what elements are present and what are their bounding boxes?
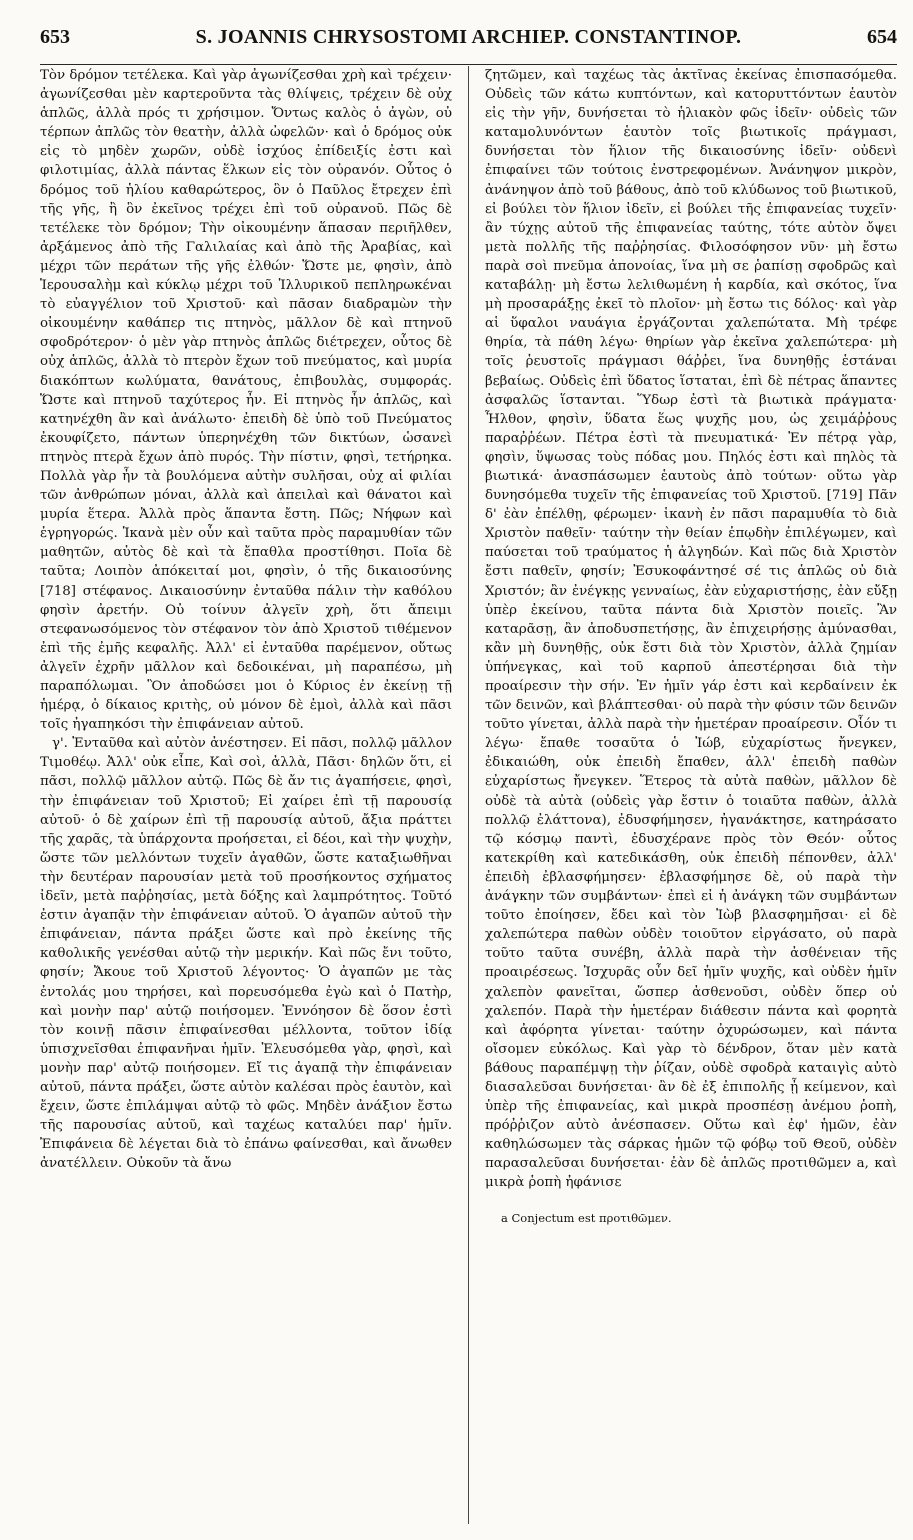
page-number-right: 654 <box>866 26 897 48</box>
running-header <box>40 26 897 65</box>
left-column <box>40 66 452 1524</box>
footnote: a Conjectum est προτιθῶμεν. <box>501 1210 672 1225</box>
running-title: S. JOANNIS CHRYSOSTOMI ARCHIEP. CONSTANTINOP. <box>195 26 742 48</box>
right-column <box>485 66 897 1524</box>
paragraph: γ'. Ἐνταῦθα καὶ αὐτὸν ἀνέστησεν. Εἰ πᾶσι, πολλῷ μᾶλλον Τιμοθέῳ. Ἀλλ' οὐκ εἶπε, Καὶ σοὶ, ἀλλὰ, Πᾶσι· δηλῶν ὅτι, εἰ πᾶσι, πολλῷ μᾶλλον αὐτῷ. Πῶς δὲ ἄν τις ἀγαπήσειε, φησὶ, τὴν ἐπιφάνειαν τοῦ Χριστοῦ; Εἰ χαίρει ἐπὶ τῇ παρουσίᾳ αὐτοῦ· ὁ δὲ χαίρων ἐπὶ τῇ παρουσίᾳ αὐτοῦ, ἄξια πράττει τῆς χαρᾶς, τὰ ὑπάρχοντα προήσεται, εἰ δέοι, καὶ τὴν ψυχὴν, ὥστε τῶν μελλόντων τυχεῖν ἀγαθῶν, ὥστε καταξιωθῆναι τὴν δευτέραν παρουσίαν μετὰ τοῦ προσήκοντος σχήματος ἰδεῖν, μετὰ παῤῥησίας, μετὰ δόξης καὶ λαμπρότητος. Τοῦτό ἐστιν ἀγαπᾷν τὴν ἐπιφάνειαν αὐτοῦ. Ὁ ἀγαπῶν αὐτοῦ τὴν ἐπιφάνειαν, πάντα πράξει ὥστε καὶ πρὸ ἐκείνης τῆς καθολικῆς γενέσθαι αὐτῷ τὴν μερικήν. Καὶ πῶς ἔνι τοῦτο, φησίν; Ἄκουε τοῦ Χριστοῦ λέγοντος· Ὁ ἀγαπῶν με τὰς ἐντολάς μου τηρήσει, καὶ πορευσόμεθα ἐγὼ καὶ ὁ Πατὴρ, καὶ μονὴν παρ' αὐτῷ ποιήσομεν. Ἐννόησον δὲ ὅσον ἐστὶ τὸν κοινῇ πᾶσιν ἐπιφαίνεσθαι μέλλοντα, τοῦτον ἰδίᾳ ὑπισχνεῖσθαι ἐπιφανῆναι ἡμῖν. Ἐλευσόμεθα γὰρ, φησὶ, καὶ μονὴν παρ' αὐτῷ ποιήσομεν. Εἴ τις ἀγαπᾷ τὴν ἐπιφάνειαν αὐτοῦ, πάντα πράξει, ὥστε αὐτὸν καλέσαι πρὸς ἑαυτὸν, καὶ ἔχειν, ὥστε ἐπιλάμψαι αὐτῷ τὸ φῶς. Μηδὲν ἀνάξιον ἔστω τῆς παρουσίας αὐτοῦ, καὶ ταχέως καταλύει παρ' ἡμῖν. Ἐπιφάνεια δὲ λέγεται διὰ τὸ ἐπάνω φαίνεσθαι, καὶ ἄνωθεν ἀνατέλλειν. Οὐκοῦν τὰ ἄνω <box>40 736 452 1172</box>
page-number-left: 653 <box>40 26 70 48</box>
paragraph: ζητῶμεν, καὶ ταχέως τὰς ἀκτῖνας ἐκείνας ἐπισπασόμεθα. Οὐδεὶς τῶν κάτω κυπτόντων, καὶ κατορυττόντων ἑαυτὸν εἰς τὴν γῆν, δυνήσεται τὸ ἡλιακὸν φῶς ἰδεῖν· οὐδεὶς τῶν καταμολυνόντων ἑαυτὸν τοῖς βιωτικοῖς πράγμασι, δυνήσεται τὸν ἥλιον τῆς δικαιοσύνης ἰδεῖν· οὐδενὶ ἐπιφαίνει τῶν τούτοις ἐνστρεφομένων. Ἀνάνηψον μικρὸν, ἀνάνηψον ἀπὸ τοῦ βάθους, ἀπὸ τοῦ κλύδωνος τοῦ βιωτικοῦ, εἰ βούλει τὸν ἥλιον ἰδεῖν, εἰ βούλει τῆς ἐπιφανείας τυχεῖν· ἂν τύχῃς αὐτοῦ τῆς ἐπιφανείας ταύτης, τότε αὐτὸν ὄψει μετὰ πολλῆς τῆς παῤῥησίας. Φιλοσόφησον νῦν· μὴ ἔστω παρὰ σοὶ πνεῦμα ἀπονοίας, ἵνα μὴ σε ῥαπίσῃ σφοδρῶς καὶ καταβάλῃ· μὴ ἔστω λελιθωμένη ἡ καρδία, καὶ σκότος, ἵνα μὴ προσαράξῃς ἐκεῖ τὸ πλοῖον· μὴ ἔστω τις δόλος· καὶ γὰρ αἱ ὕφαλοι ναυάγια ἐργάζονται χαλεπώτατα. Μὴ τρέφε θηρία, τὰ πάθη λέγω· θηρίων γὰρ ἐκεῖνα χαλεπώτερα· μὴ τοῖς ῥευστοῖς πράγμασι θάῤῥει, ἵνα δυνηθῇς ἑστάναι βεβαίως. Οὐδεὶς ἐπὶ ὕδατος ἵσταται, ἐπὶ δὲ πέτρας ἅπαντες ἀσφαλῶς ἵστανται. Ὕδωρ ἐστὶ τὰ βιωτικὰ πράγματα· Ἦλθον, φησὶν, ὕδατα ἕως ψυχῆς μου, ὡς χειμάῤῥους παραῤῥέων. Πέτρα ἐστὶ τὰ πνευματικά· Ἐν πέτρᾳ γὰρ, φησὶν, ὕψωσας τοὺς πόδας μου. Πηλός ἐστι καὶ πηλὸς τὰ βιωτικά· ἀνασπάσωμεν ἑαυτοὺς ἀπὸ τούτων· οὕτω γὰρ δυνησόμεθα τυχεῖν τῆς ἐπιφανείας τοῦ Χριστοῦ. [719] Πᾶν δ' ἐὰν ἐπέλθῃ, φέρωμεν· ἱκανὴ ἐν πᾶσι παραμυθία τὸ διὰ Χριστὸν παθεῖν· ταύτην τὴν θείαν ἐπῳδὴν ἐπιλέγωμεν, καὶ παύσεται τοῦ τραύματος ἡ ἀλγηδών. Καὶ πῶς διὰ Χριστὸν ἔστι παθεῖν, φησίν; Ἐσυκοφάντησέ σέ τις ἁπλῶς οὐ διὰ Χριστόν; ἂν ἐνέγκῃς γενναίως, ἐὰν εὐχαριστήσῃς, ἐὰν εὔξῃ ὑπὲρ ἐκείνου, ταῦτα πάντα διὰ Χριστὸν ποιεῖς. Ἂν καταρᾶσῃ, ἂν ἀποδυσπετήσῃς, ἂν ἐπιχειρήσῃς ἀμύνασθαι, κἂν μὴ δυνηθῇς, οὐκ ἔστι διὰ τὸν Χριστὸν, ἀλλὰ ζημίαν ὑπήνεγκας, καὶ τοῦ καρποῦ ἀπεστέρησαι διὰ τὴν προαίρεσιν τὴν σήν. Ἐν ἡμῖν γάρ ἐστι καὶ κερδαίνειν ἐκ τῶν δεινῶν, καὶ βλάπτεσθαι· οὐ παρὰ τὴν φύσιν τῶν δεινῶν τοῦτο γίνεται, ἀλλὰ παρὰ τὴν ἡμετέραν προαίρεσιν. Οἷόν τι λέγω· ἔπαθε τοσαῦτα ὁ Ἰώβ, εὐχαρίστως ἤνεγκεν, ἐδικαιώθη, οὐκ ἐπειδὴ ἔπαθεν, ἀλλ' ἐπειδὴ παθὼν εὐχαρίστως ἤνεγκεν. Ἕτερος τὰ αὐτὰ παθὼν, μᾶλλον δὲ οὐδὲ τὰ αὐτὰ (οὐδεὶς γὰρ ἔστιν ὁ τοιαῦτα παθὼν, ἀλλὰ πολλῷ ἐλάττονα), ἐδυσφήμησεν, ἠγανάκτησε, κατηράσατο τῷ κόσμῳ παντὶ, ἐδυσχέρανε πρὸς τὸν Θεόν· οὗτος κατεκρίθη καὶ κατεδικάσθη, οὐκ ἐπειδὴ πέπονθεν, ἀλλ' ἐπειδὴ ἐβλασφήμησεν· ἐβλασφήμησε δὲ, οὐ παρὰ τὴν ἀνάγκην τῶν συμβάντων· ἐπεὶ εἰ ἡ ἀνάγκη τῶν συμβάντων τοῦτο ἐποίησεν, ἔδει καὶ τὸν Ἰὼβ βλασφημῆσαι· εἰ δὲ χαλεπώτερα παθὼν οὐδὲν τοιοῦτον εἰργάσατο, οὐ παρὰ τοῦτο ταῦτα συνέβη, ἀλλὰ παρὰ τὴν ἀσθένειαν τῆς προαιρέσεως. Ἰσχυρᾶς οὖν δεῖ ἡμῖν ψυχῆς, καὶ οὐδὲν ἡμῖν χαλεπὸν φανεῖται, ὥσπερ ἀσθενοῦσι, οὐδὲν ὅπερ οὐ χαλεπόν. Παρὰ τὴν ἡμετέραν διάθεσιν πάντα καὶ φορητὰ καὶ ἀφόρητα γίνεται· ταύτην ὀχυρώσωμεν, καὶ πάντα οἴσομεν εὐκόλως. Καὶ γὰρ τὸ δένδρον, ὅταν μὲν κατὰ βάθους παραπέμψῃ τὴν ῥίζαν, οὐδὲ σφοδρὰ καταιγὶς αὐτὸ διασαλεῦσαι δυνήσεται· ἂν δὲ ἐξ ἐπιπολῆς ᾖ κείμενον, καὶ ὑπὲρ τῆς ἐπιφανείας, καὶ μικρὰ προσπέσῃ ἀνέμου ῥοπὴ, πρόῤῥιζον αὐτὸ ἀνέσπασεν. Οὕτω καὶ ἐφ' ἡμῶν, ἐὰν καθηλώσωμεν τὰς σάρκας ἡμῶν τῷ φόβῳ τοῦ Θεοῦ, οὐδὲν παρασαλεῦσαι δυνήσεται· ἐὰν δὲ ἁπλῶς προτιθῶμεν a, καὶ μικρὰ ῥοπὴ ἠφάνισε <box>485 68 897 1191</box>
column-divider <box>468 66 469 1524</box>
paragraph: Τὸν δρόμον τετέλεκα. Καὶ γὰρ ἀγωνίζεσθαι χρὴ καὶ τρέχειν· ἀγωνίζεσθαι μὲν καρτεροῦντα τὰς θλίψεις, τρέχειν δὲ οὐχ ἁπλῶς, ἀλλὰ πρός τι χρήσιμον. Ὄντως καλὸς ὁ ἀγὼν, οὐ τέρπων ἁπλῶς τὸν θεατὴν, ἀλλὰ ὠφελῶν· καὶ ὁ δρόμος οὐκ εἰς τὸ μηδὲν χωρῶν, οὐδὲ ἰσχύος ἐπίδειξίς ἐστι καὶ φιλοτιμίας, ἀλλὰ πάντας ἕλκων εἰς τὸν οὐρανόν. Οὗτος ὁ δρόμος τοῦ ἡλίου καθαρώτερος, ὃν ὁ Παῦλος ἔτρεχεν ἐπὶ τῆς γῆς, ἢ ὃν ἐκεῖνος τρέχει ἐπὶ τοῦ οὐρανοῦ. Πῶς δὲ τετέλεκε τὸν δρόμον; Τὴν οἰκουμένην ἅπασαν περιῆλθεν, ἀρξάμενος ἀπὸ τῆς Γαλιλαίας καὶ ἀπὸ τῆς Ἀραβίας, καὶ μέχρι τῶν περάτων τῆς γῆς ἐλθών· Ὥστε με, φησὶν, ἀπὸ Ἱερουσαλὴμ καὶ κύκλῳ μέχρι τοῦ Ἰλλυρικοῦ πεπληρωκέναι τὸ εὐαγγέλιον τοῦ Χριστοῦ· καὶ πᾶσαν διαδραμὼν τὴν οἰκουμένην καθάπερ τις πτηνὸς, μᾶλλον δὲ καὶ πτηνοῦ σφοδρότερον· ὁ μὲν γὰρ πτηνὸς ἁπλῶς διέτρεχεν, οὗτος δὲ οὐχ ἁπλῶς, ἀλλὰ τὸ πτερὸν ἔχων τοῦ πνεύματος, καὶ μυρία διακόπτων κωλύματα, θανάτους, ἐπιβουλὰς, συμφοράς. Ὥστε καὶ πτηνοῦ ταχύτερος ἦν. Εἰ πτηνὸς ἦν ἁπλῶς, καὶ κατηνέχθη ἂν καὶ ἀνάλωτο· ἐπειδὴ δὲ ὑπὸ τοῦ Πνεύματος ἐκουφίζετο, πάντων ὑπερηνέχθη τῶν δικτύων, ὡσανεὶ πτηνὸς πτερὰ ἔχων ἀπὸ πυρός. Τὴν πίστιν, φησὶ, τετήρηκα. Πολλὰ γὰρ ἦν τὰ βουλόμενα αὐτὴν συλῆσαι, οὐχ αἱ φιλίαι τῶν ἀνθρώπων μόναι, ἀλλὰ καὶ ἀπειλαὶ καὶ θάνατοι καὶ μυρία ἕτερα. Ἀλλὰ πρὸς ἅπαντα ἔστη. Πῶς; Νήφων καὶ ἐγρηγορώς. Ἱκανὰ μὲν οὖν καὶ ταῦτα πρὸς παραμυθίαν τῶν μαθητῶν, αὐτὸς δὲ καὶ τὰ ἔπαθλα προστίθησι. Ποῖα δὲ ταῦτα; Λοιπὸν ἀπόκειταί μοι, φησὶν, ὁ τῆς δικαιοσύνης [718] στέφανος. Δικαιοσύνην ἐνταῦθα πάλιν τὴν καθόλου φησὶν ἀρετήν. Οὐ τοίνυν ἀλγεῖν χρὴ, ὅτι ἄπειμι στεφανωσόμενος τὸν στέφανον τὸν ἀπὸ Χριστοῦ τιθέμενον ἐπὶ τῆς ἐμῆς κεφαλῆς. Ἀλλ' εἰ ἐνταῦθα παρέμενον, οὕτως ἀλγεῖν ἐχρῆν μᾶλλον καὶ δεδοικέναι, μὴ παραπέσω, μὴ παραπόλωμαι. Ὃν ἀποδώσει μοι ὁ Κύριος ἐν ἐκείνῃ τῇ ἡμέρᾳ, ὁ δίκαιος κριτὴς, οὐ μόνον δὲ ἐμοὶ, ἀλλὰ καὶ πᾶσι τοῖς ἠγαπηκόσι τὴν ἐπιφάνειαν αὐτοῦ. <box>40 68 452 733</box>
text-columns <box>40 66 897 1524</box>
